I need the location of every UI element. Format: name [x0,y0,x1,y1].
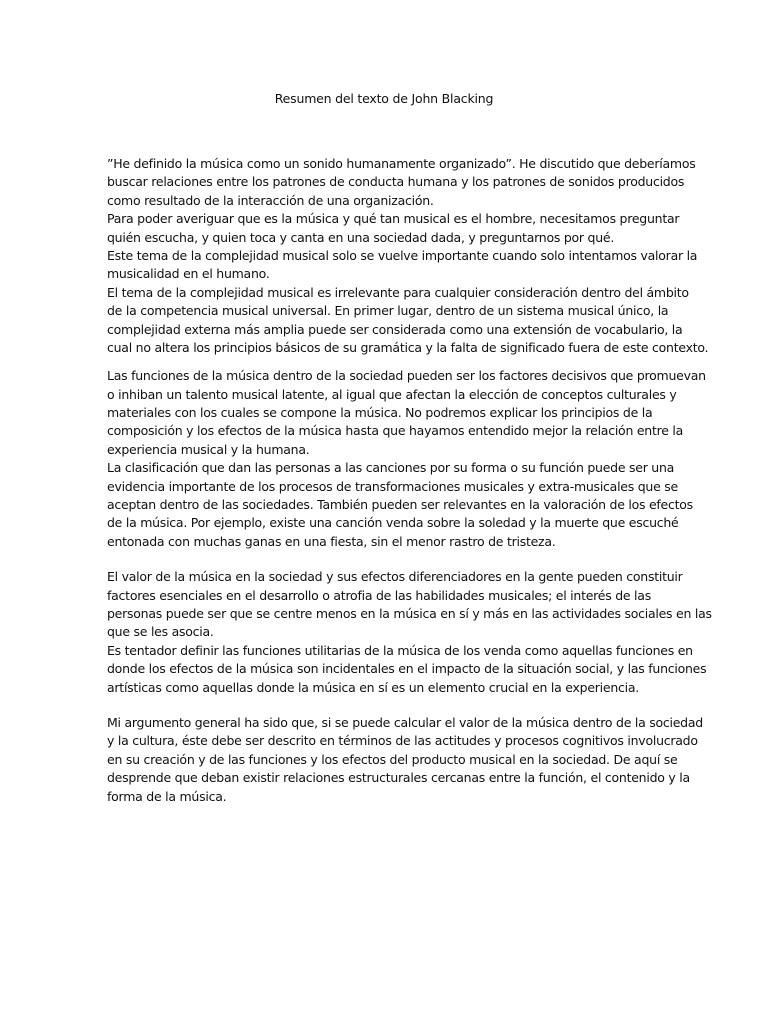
paragraph-2 [107,367,706,551]
paragraph-line: que se les asocia. [107,624,214,640]
paragraph-line: entonada con muchas ganas en una fiesta, sin el menor rastro de tristeza. [107,533,556,549]
paragraph-line: evidencia importante de los procesos de transformaciones musicales y extra-musicales que se [107,478,678,494]
paragraph-line: desprende que deban existir relaciones estructurales cercanas entre la función, el contenido y la [107,770,690,786]
paragraph-line: complejidad externa más amplia puede ser considerada como una extensión de vocabulario, la [107,321,683,337]
paragraph-line: La clasificación que dan las personas a las canciones por su forma o su función puede ser una [107,460,675,476]
paragraph-line: experiencia musical y la humana. [107,441,310,457]
paragraph-line: El tema de la complejidad musical es irrelevante para cualquier consideración dentro del ámbito [107,284,689,300]
paragraph-line: materiales con los cuales se compone la música. No podremos explicar los principios de la [107,405,653,421]
paragraph-4 [107,714,703,806]
paragraph-line: musicalidad en el humano. [107,266,270,282]
paragraph-line: en su creación y de las funciones y los efectos del producto musical en la sociedad. De aquí se [107,751,678,767]
paragraph-line: de la competencia musical universal. En primer lugar, dentro de un sistema musical único, la [107,303,669,319]
paragraph-line: donde los efectos de la música son incidentales en el impacto de la situación social, y las funciones [107,661,707,677]
paragraph-3 [107,568,712,697]
paragraph-line: Mi argumento general ha sido que, si se puede calcular el valor de la música dentro de la sociedad [107,714,703,730]
paragraph-line: personas puede ser que se centre menos en la música en sí y más en las actividades sociales en las [107,605,712,621]
paragraph-spacer [107,357,667,367]
paragraph-line: Para poder averiguar que es la música y qué tan musical es el hombre, necesitamos preguntar [107,211,680,227]
paragraph-line: de la música. Por ejemplo, existe una canción venda sobre la soledad y la muerte que escuché [107,515,679,531]
document-title: Resumen del texto de John Blacking [274,91,494,106]
paragraph-spacer [107,551,667,568]
paragraph-line: quién escucha, y quien toca y canta en una sociedad dada, y preguntarnos por qué. [107,229,615,245]
paragraph-line: Las funciones de la música dentro de la sociedad pueden ser los factores decisivos que promuevan [107,368,706,384]
paragraph-line: buscar relaciones entre los patrones de conducta humana y los patrones de sonidos producidos [107,174,685,190]
paragraph-line: y la cultura, éste debe ser descrito en términos de las actitudes y procesos cognitivos involucrado [107,733,698,749]
paragraph-line: factores esenciales en el desarrollo o atrofia de las habilidades musicales; el interés de las [107,587,651,603]
paragraph-line: Este tema de la complejidad musical solo se vuelve importante cuando solo intentamos valorar la [107,247,698,263]
paragraph-line: composición y los efectos de la música hasta que hayamos entendido mejor la relación entre la [107,423,684,439]
paragraph-line: Es tentador definir las funciones utilitarias de la música de los venda como aquellas funciones en [107,642,693,658]
paragraph-line: artísticas como aquellas donde la música en sí es un elemento crucial en la experiencia. [107,679,639,695]
document-body [107,155,712,806]
paragraph-line: como resultado de la interacción de una organización. [107,192,434,208]
paragraph-line: o inhiban un talento musical latente, al igual que afectan la elección de conceptos culturales y [107,386,677,402]
paragraph-line: aceptan dentro de las sociedades. También pueden ser relevantes en la valoración de los efectos [107,497,693,513]
paragraph-line: ”He definido la música como un sonido humanamente organizado”. He discutido que deberíamos [107,156,696,171]
paragraph-line: cual no altera los principios básicos de su gramática y la falta de significado fuera de este contexto. [107,339,709,355]
paragraph-line: forma de la música. [107,788,227,804]
paragraph-line: El valor de la música en la sociedad y sus efectos diferenciadores en la gente pueden constituir [107,569,683,585]
paragraph-1 [107,155,709,357]
paragraph-spacer [107,697,667,714]
